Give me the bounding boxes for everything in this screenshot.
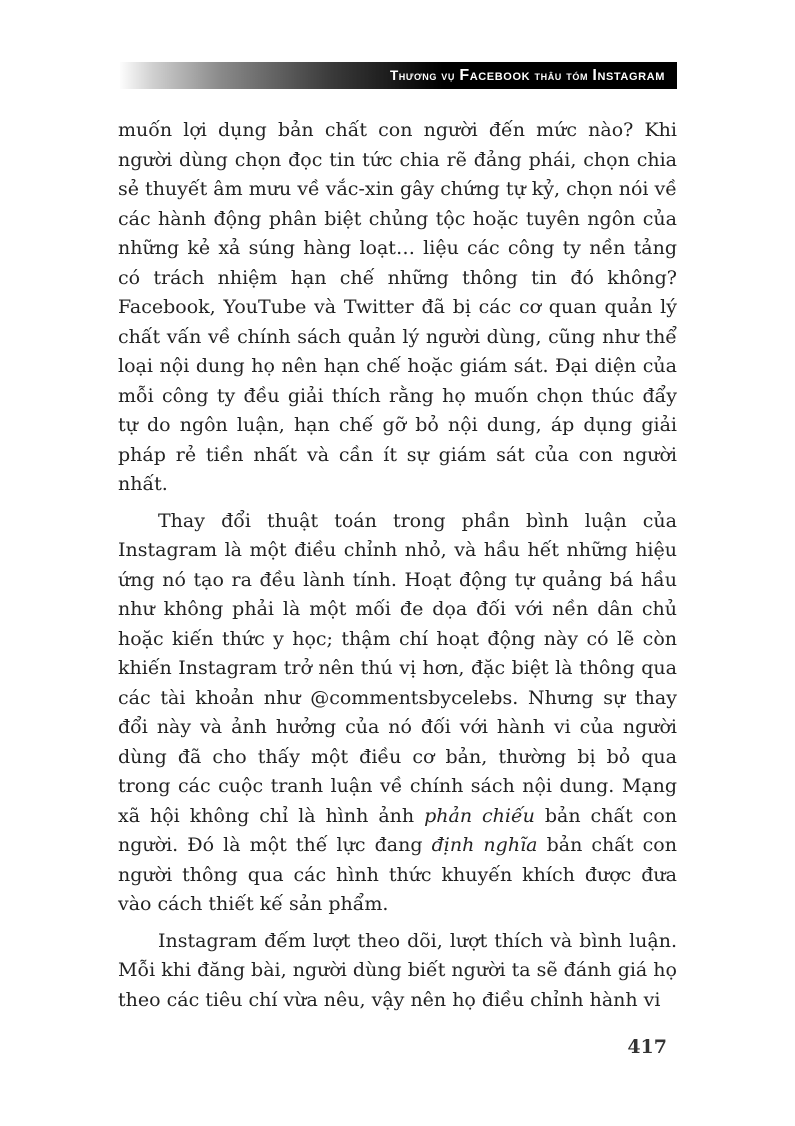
- paragraph-text: muốn lợi dụng bản chất con người đến mức nào? Khi người dùng chọn đọc tin tức chia rẽ đảng phái, chọn chia sẻ thuyết âm mưu về vắc-xin gây chứng tự kỷ, chọn nói về các hành động phân biệt chủng tộc hoặc tuyên ngôn của những kẻ xả súng hàng loạt… liệu các công ty nền tảng có trách nhiệm hạn chế những thông tin đó không? Facebook, YouTube và Twitter đã bị các cơ quan quản lý chất vấn về chính sách quản lý người dùng, cũng như thể loại nội dung họ nên hạn chế hoặc giám sát. Đại diện của mỗi công ty đều giải thích rằng họ muốn chọn thúc đẩy tự do ngôn luận, hạn chế gỡ bỏ nội dung, áp dụng giải pháp rẻ tiền nhất và cần ít sự giám sát của con người nhất.: [118, 119, 677, 495]
- paragraph: [118, 927, 677, 1016]
- page-number: 417: [627, 1036, 667, 1058]
- paragraph-continued: [118, 116, 677, 500]
- page-body: [118, 116, 677, 1022]
- header-title-segment: Thương vụ: [389, 68, 460, 83]
- header-title-segment: thâu tóm: [530, 68, 593, 83]
- emphasis-text: định nghĩa: [431, 834, 538, 856]
- paragraph-text: bản chất con người. Đó là một thế lực đang: [118, 804, 677, 856]
- header-title-segment: Facebook: [459, 66, 531, 84]
- paragraph-text: Instagram đếm lượt theo dõi, lượt thích và bình luận. Mỗi khi đăng bài, người dùng biết người ta sẽ đánh giá họ theo các tiêu chí vừa nêu, vậy nên họ điều chỉnh hành vi: [118, 929, 677, 1011]
- chapter-header-bar: [120, 62, 677, 89]
- paragraph-text: Thay đổi thuật toán trong phần bình luận của Instagram là một điều chỉnh nhỏ, và hầu hết những hiệu ứng nó tạo ra đều lành tính. Hoạt động tự quảng bá hầu như không phải là một mối đe dọa đối với nền dân chủ hoặc kiến thức y học; thậm chí hoạt động này có lẽ còn khiến Instagram trở nên thú vị hơn, đặc biệt là thông qua các tài khoản như @commentsbycelebs. Nhưng sự thay đổi này và ảnh hưởng của nó đối với hành vi của người dùng đã cho thấy một điều cơ bản, thường bị bỏ qua trong các cuộc tranh luận về chính sách nội dung. Mạng xã hội không chỉ là hình ảnh: [118, 509, 677, 827]
- header-title-segment: Instagram: [592, 66, 665, 84]
- paragraph: [118, 507, 677, 920]
- emphasis-text: phản chiếu: [424, 804, 535, 827]
- paragraph-text: bản chất con người thông qua các hình thức khuyến khích được đưa vào cách thiết kế sản phẩm.: [118, 834, 677, 915]
